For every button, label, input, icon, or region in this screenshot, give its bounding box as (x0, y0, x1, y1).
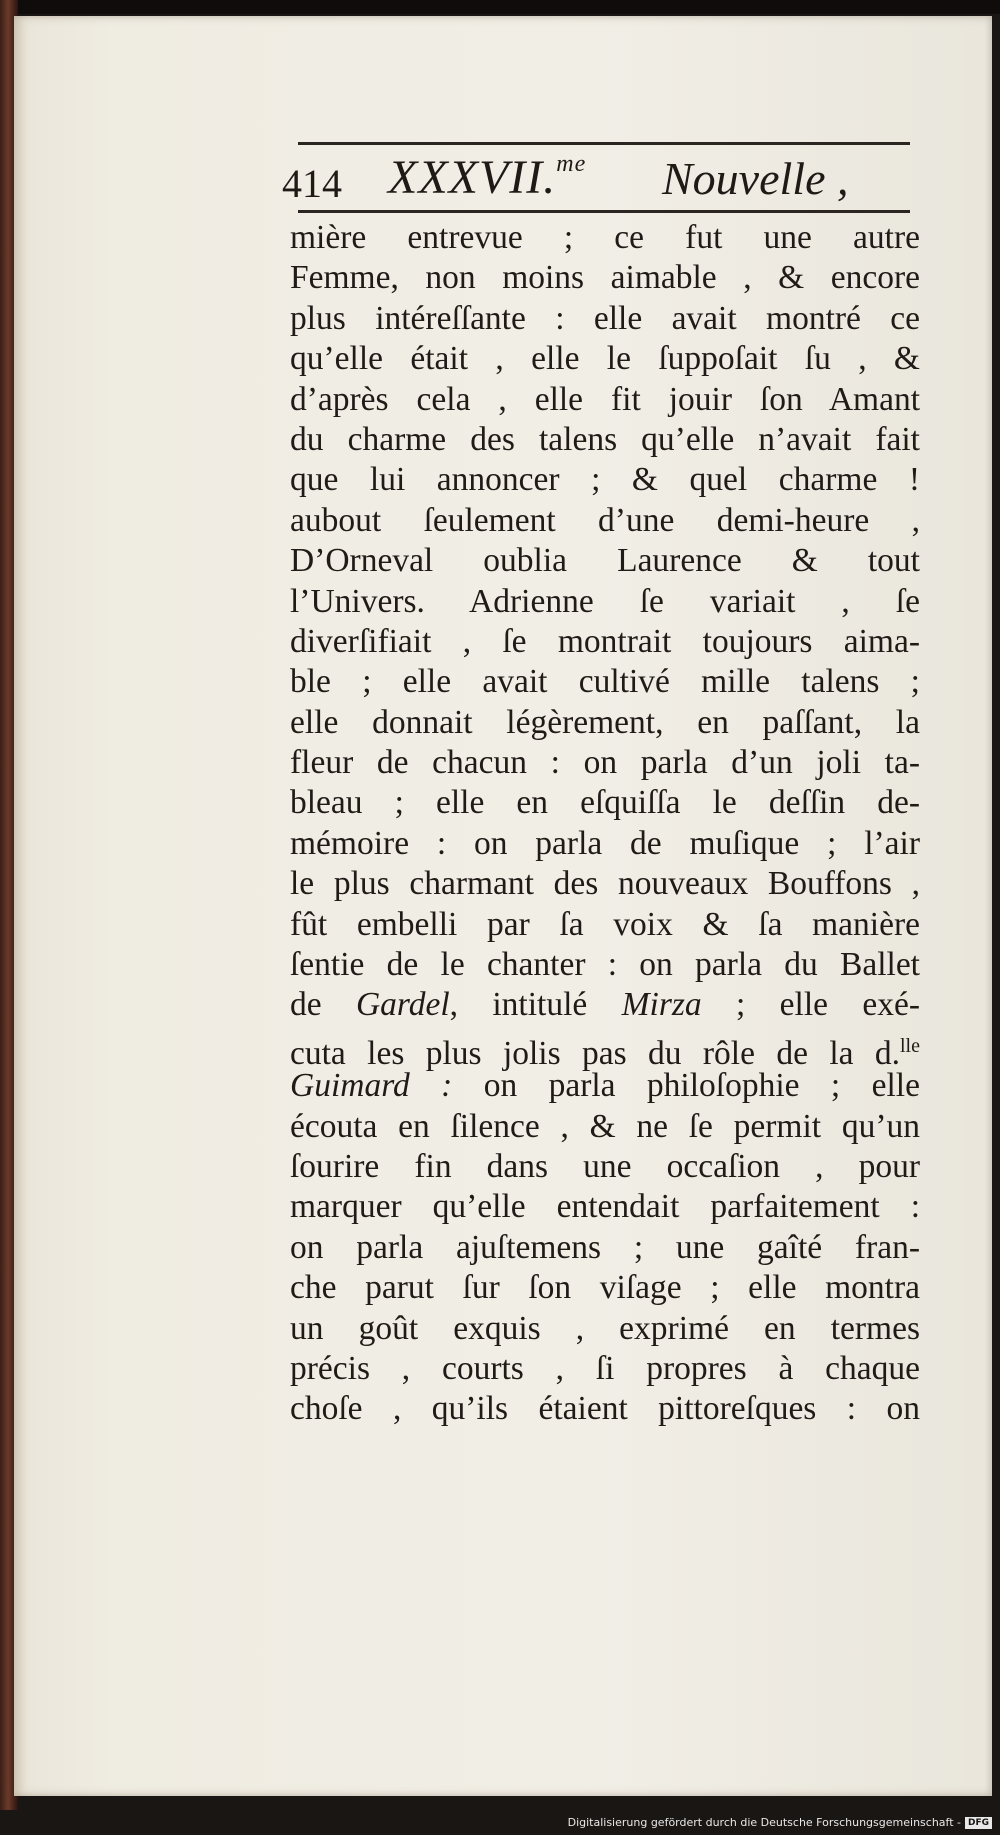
body-text (290, 218, 920, 1430)
line-20-mid: , intitulé (449, 986, 622, 1024)
running-title: Nouvelle , (662, 153, 849, 204)
text-line-28: un goût exquis , exprimé en termes (290, 1309, 920, 1347)
page-number: 414 (282, 161, 342, 206)
story-numeral-text: XXXVII. (388, 151, 557, 204)
line-22-post: on parla philoſophie ; elle (452, 1067, 920, 1105)
line-20-post: ; elle exé- (701, 986, 920, 1024)
dfg-logo: DFG (965, 1817, 992, 1829)
digitization-credit (568, 1816, 992, 1829)
text-line-11: diverſifiait , ſe montrait toujours aima- (290, 622, 920, 660)
text-line-4: qu’elle était , elle le ſuppoſait ſu , & (290, 340, 920, 378)
text-line-18: fût embelli par ſa voix & ſa manière (290, 905, 920, 943)
line-20-pre: de (290, 986, 356, 1024)
text-line-14: fleur de chacun : on parla d’un joli ta- (290, 744, 920, 782)
header-rule-bottom (298, 210, 910, 213)
line-20-italic-gardel: Gardel (355, 986, 450, 1024)
text-line-19: ſentie de le chanter : on parla du Ballet (290, 946, 920, 984)
text-line-9: D’Orneval oublia Laurence & tout (290, 542, 920, 580)
text-line-5: d’après cela , elle fit jouir ſon Amant (290, 380, 920, 418)
text-line-21 (290, 1026, 920, 1072)
credit-text: Digitalisierung gefördert durch die Deutsche Forschungsgemeinschaft - (567, 1816, 961, 1829)
text-line-15: bleau ; elle en eſquiſſa le deſſin de- (290, 784, 920, 822)
text-line-10: l’Univers. Adrienne ſe variait , ſe (290, 582, 920, 620)
line-21-text: cuta les plus jolis pas du rôle de la d. (290, 1034, 900, 1072)
header-rule-top (298, 142, 910, 145)
story-numeral (388, 150, 586, 205)
text-line-22 (290, 1066, 920, 1106)
text-line-29: précis , courts , ſi propres à chaque (290, 1349, 920, 1387)
text-line-27: che parut ſur ſon viſage ; elle montra (290, 1269, 920, 1307)
text-line-7: que lui annoncer ; & quel charme ! (290, 461, 920, 499)
text-line-8: aubout ſeulement d’une demi-heure , (290, 501, 920, 539)
text-line-17: le plus charmant des nouveaux Bouffons , (290, 865, 920, 903)
text-line-6: du charme des talens qu’elle n’avait fait (290, 420, 920, 458)
text-line-24: ſourire fin dans une occaſion , pour (290, 1147, 920, 1185)
text-line-23: écouta en ſilence , & ne ſe permit qu’un (290, 1107, 920, 1145)
text-line-2: Femme, non moins aimable , & encore (290, 259, 920, 297)
text-line-30: choſe , qu’ils étaient pittoreſques : on (290, 1390, 920, 1428)
line-21-sup: lle (900, 1034, 920, 1057)
text-line-26: on parla ajuſtemens ; une gaîté fran- (290, 1228, 920, 1266)
text-line-3: plus intéreſſante : elle avait montré ce (290, 299, 920, 337)
text-line-20 (290, 985, 920, 1025)
line-20-italic-mirza: Mirza (621, 986, 702, 1024)
line-22-italic-guimard: Guimard : (290, 1067, 453, 1105)
story-numeral-suffix: me (556, 151, 587, 177)
text-line-16: mémoire : on parla de muſique ; l’air (290, 824, 920, 862)
text-line-12: ble ; elle avait cultivé mille talens ; (290, 663, 920, 701)
text-line-1: mière entrevue ; ce fut une autre (290, 219, 920, 256)
top-border (0, 0, 1000, 14)
text-line-13: elle donnait légèrement, en paſſant, la (290, 703, 920, 741)
running-header (282, 148, 922, 208)
text-line-25: marquer qu’elle entendait parfaitement : (290, 1188, 920, 1226)
